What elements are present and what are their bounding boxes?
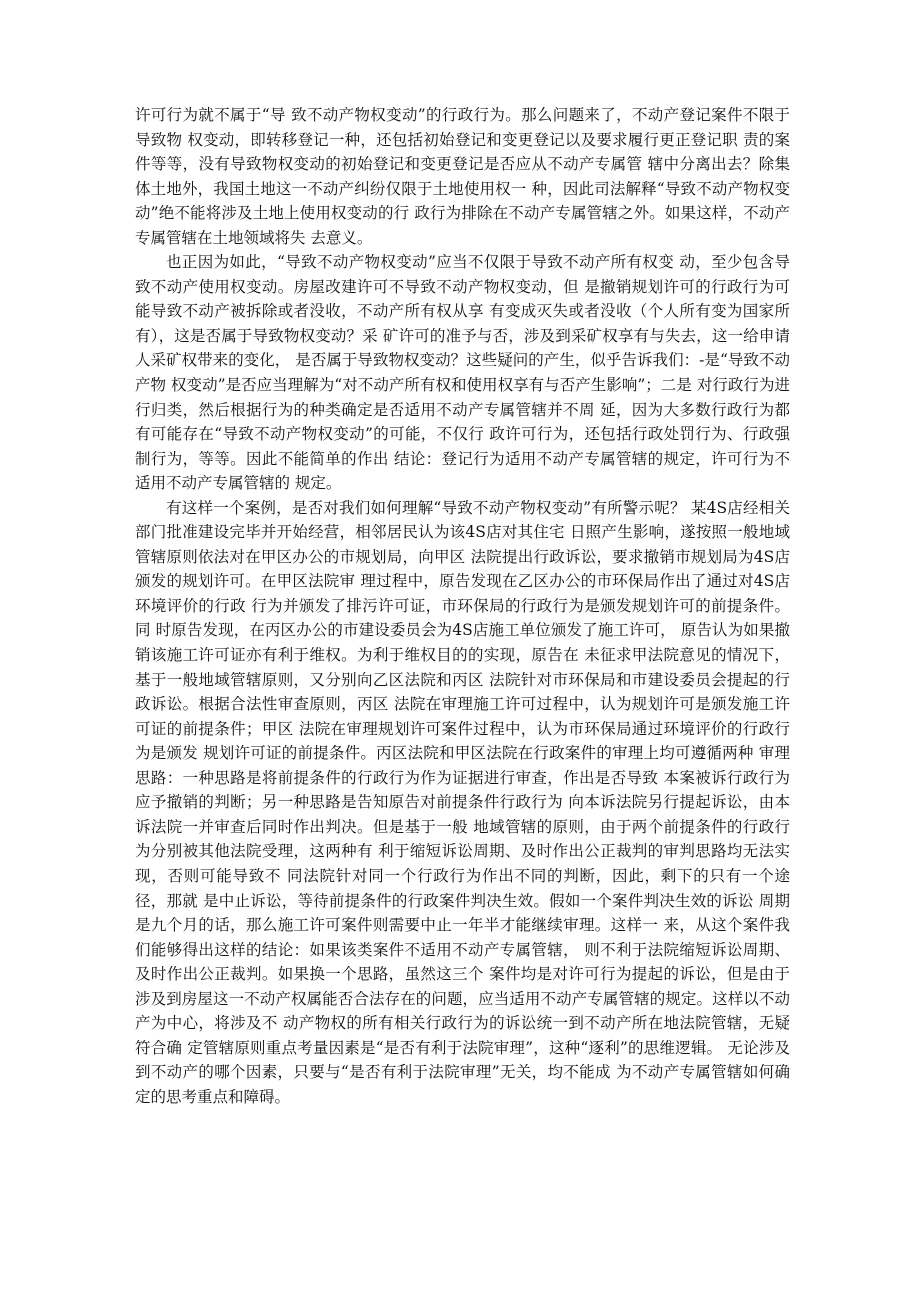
document-body — [135, 103, 790, 1109]
paragraph-3: 有这样一个案例，是否对我们如何理解“导致不动产物权变动”有所警示呢？ 某4S店经相关部门批准建设完毕并开始经营，相邻居民认为该4S店对其住宅 日照产生影响，遂按照一般地域管辖原则依法对在甲区办公的市规划局，向甲区 法院提出行政诉讼，要求撤销市规划局为4S店颁发的规划许可。在甲区法院审 理过程中，原告发现在乙区办公的市环保局作出了通过对4S店环境评价的行政 行为并颁发了排污许可证，市环保局的行政行为是颁发规划许可的前提条件。同 时原告发现，在丙区办公的市建设委员会为4S店施工单位颁发了施工许可， 原告认为如果撤销该施工许可证亦有利于维权。为利于维权目的的实现，原告在 未征求甲法院意见的情况下，基于一般地域管辖原则，又分别向乙区法院和丙区 法院针对市环保局和市建设委员会提起的行政诉讼。根据合法性审查原则，丙区 法院在审理施工许可过程中，认为规划许可是颁发施工许可证的前提条件；甲区 法院在审理规划许可案件过程中，认为市环保局通过环境评价的行政行为是颁发 规划许可证的前提条件。丙区法院和甲区法院在行政案件的审理上均可遵循两种 审理思路：一种思路是将前提条件的行政行为作为证据进行审查，作出是否导致 本案被诉行政行为应予撤销的判断；另一种思路是告知原告对前提条件行政行为 向本诉法院另行提起诉讼，由本诉法院一并审查后同时作出判决。但是基于一般 地域管辖的原则，由于两个前提条件的行政行为分别被其他法院受理，这两种有 利于缩短诉讼周期、及时作出公正裁判的审判思路均无法实现，否则可能导致不 同法院针对同一个行政行为作出不同的判断，因此，剩下的只有一个途径，那就 是中止诉讼，等待前提条件的行政案件判决生效。假如一个案件判决生效的诉讼 周期是九个月的话，那么施工许可案件则需要中止一年半才能继续审理。这样一 来，从这个案件我们能够得出这样的结论：如果该类案件不适用不动产专属管辖， 则不利于法院缩短诉讼周期、及时作出公正裁判。如果换一个思路，虽然这三个 案件均是对许可行为提起的诉讼，但是由于涉及到房屋这一不动产权属能否合法存在的问题，应当适用不动产专属管辖的规定。这样以不动产为中心，将涉及不 动产物权的所有相关行政行为的诉讼统一到不动产所在地法院管辖，无疑符合确 定管辖原则重点考量因素是“是否有利于法院审理”，这种“逐利”的思维逻辑。 无论涉及到不动产的哪个因素，只要与“是否有利于法院审理”无关，均不能成 为不动产专属管辖如何确定的思考重点和障碍。 — [135, 498, 790, 1106]
paragraph-2: 也正因为如此，“导致不动产物权变动”应当不仅限于导致不动产所有权变 动，至少包含导致不动产使用权变动。房屋改建许可不导致不动产物权变动，但 是撤销规划许可的行政行为可能导致不动产被拆除或者没收，不动产所有权从享 有变成灭失或者没收（个人所有变为国家所有），这是否属于导致物权变动？采 矿许可的准予与否，涉及到采矿权享有与失去，这一给申请人采矿权带来的变化， 是否属于导致物权变动？这些疑问的产生，似乎告诉我们：-是“导致不动产物 权变动”是否应当理解为“对不动产所有权和使用权享有与否产生影响”；二是 对行政行为进行归类，然后根据行为的种类确定是否适用不动产专属管辖并不周 延，因为大多数行政行为都有可能存在“导致不动产物权变动”的可能，不仅行 政许可行为，还包括行政处罚行为、行政强制行为，等等。因此不能简单的作出 结论：登记行为适用不动产专属管辖的规定，许可行为不适用不动产专属管辖的 规定。 — [135, 253, 790, 493]
paragraph-1: 许可行为就不属于“导 致不动产物权变动”的行政行为。那么问题来了，不动产登记案件不限于导致物 权变动，即转移登记一种，还包括初始登记和变更登记以及要求履行更正登记职 责的案件等等，没有导致物权变动的初始登记和变更登记是否应从不动产专属管 辖中分离出去？除集体土地外，我国土地这一不动产纠纷仅限于土地使用权一 种，因此司法解释“导致不动产物权变动”绝不能将涉及土地上使用权变动的行 政行为排除在不动产专属管辖之外。如果这样，不动产专属管辖在土地领域将失 去意义。 — [135, 106, 790, 247]
